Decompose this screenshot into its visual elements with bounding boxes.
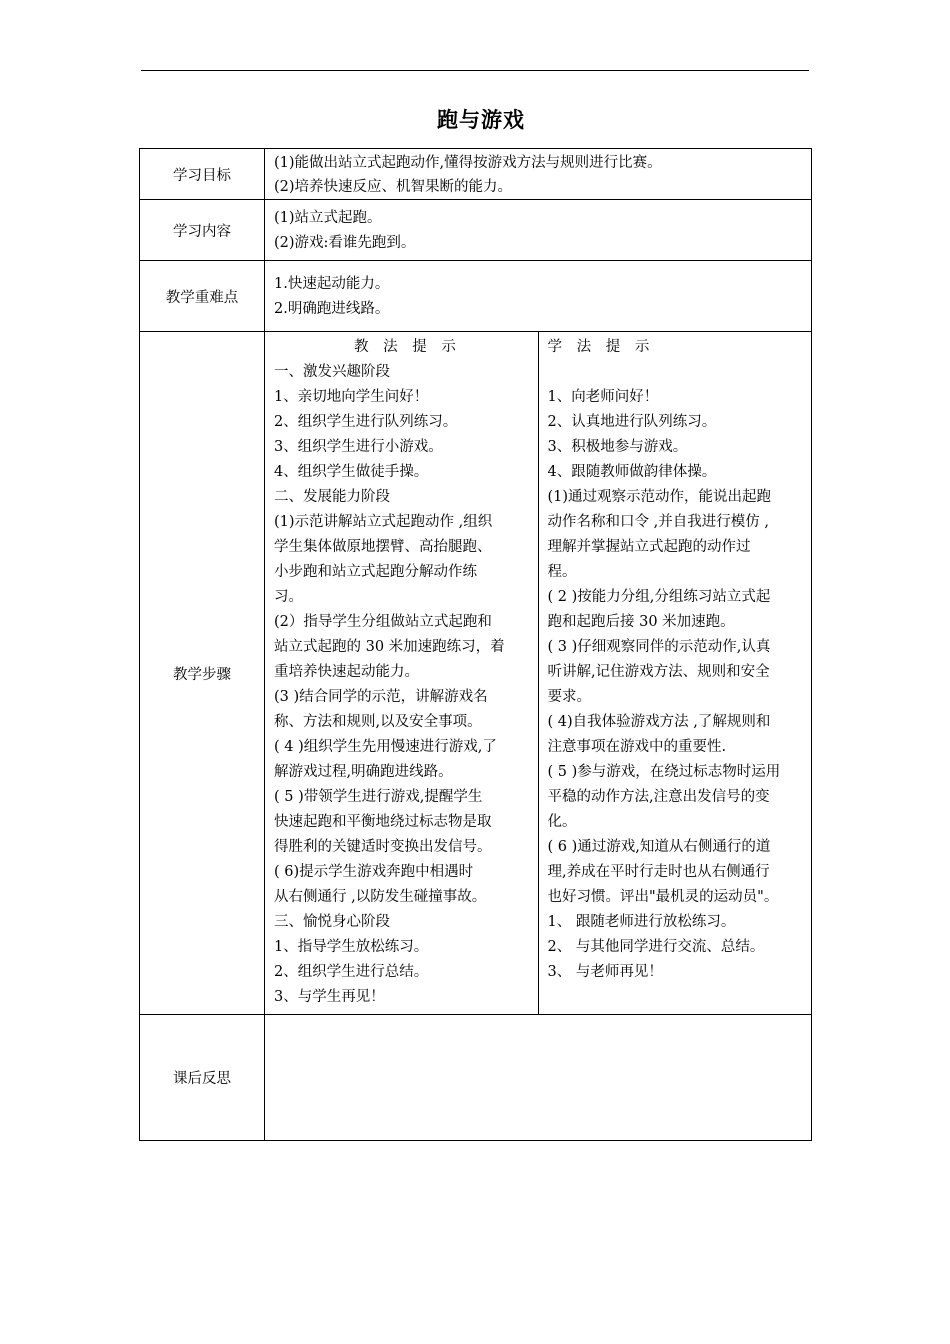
content-text bbox=[265, 200, 811, 260]
teach-line: 站立式起跑的 30 米加速跑练习，着 bbox=[274, 639, 505, 655]
learn-line: 1、 跟随老师进行放松练习。 bbox=[547, 914, 736, 930]
teach-line: 3、与学生再见！ bbox=[274, 989, 385, 1005]
learn-line: ( 3 )仔细观察同伴的示范动作,认真 bbox=[547, 639, 771, 655]
teach-line: 快速起跑和平衡地绕过标志物是取 bbox=[274, 814, 492, 830]
teach-line: ( 6)提示学生游戏奔跑中相遇时 bbox=[274, 864, 474, 880]
teach-line: 称、方法和规则,以及安全事项。 bbox=[274, 714, 482, 730]
learn-lines bbox=[548, 360, 813, 985]
learn-line: (1)通过观察示范动作，能说出起跑 bbox=[547, 489, 772, 505]
teach-line: 重培养快速起动能力。 bbox=[274, 664, 419, 680]
row-goals bbox=[140, 149, 812, 200]
learn-line: 注意事项在游戏中的重要性. bbox=[547, 739, 727, 755]
learn-line: 1、向老师问好！ bbox=[547, 389, 659, 405]
teach-line: 2、组织学生进行队列练习。 bbox=[274, 414, 458, 430]
learn-line: 3、积极地参与游戏。 bbox=[547, 439, 688, 455]
row-reflection bbox=[140, 1015, 812, 1141]
teach-column bbox=[265, 332, 538, 1014]
learn-line: 动作名称和口令 ,并自我进行模仿 , bbox=[547, 514, 769, 530]
teach-line: ( 5 )带领学生进行游戏,提醒学生 bbox=[274, 789, 483, 805]
label-goals: 学习目标 bbox=[140, 149, 265, 200]
row-steps bbox=[140, 332, 812, 1015]
page-title: 跑与游戏 bbox=[437, 108, 525, 132]
steps-inner-table bbox=[265, 332, 812, 1014]
teach-lines bbox=[274, 360, 538, 1010]
reflection-blank bbox=[265, 1015, 812, 1141]
learn-line: 2、 与其他同学进行交流、总结。 bbox=[547, 939, 765, 955]
content-line: (2)游戏:看谁先跑到。 bbox=[274, 235, 416, 251]
lesson-plan-table bbox=[139, 148, 812, 1141]
teach-line: (3 )结合同学的示范，讲解游戏名 bbox=[274, 689, 488, 705]
teach-line: 4、组织学生做徒手操。 bbox=[274, 464, 429, 480]
label-reflection: 课后反思 bbox=[140, 1015, 265, 1141]
teach-line: 习。 bbox=[274, 589, 303, 605]
learn-heading: 学 法 提 示 bbox=[547, 339, 655, 355]
goal-line: (2)培养快速反应、机智果断的能力。 bbox=[274, 179, 513, 195]
teach-line: 1、亲切地向学生问好！ bbox=[274, 389, 429, 405]
learn-line: 理解并掌握站立式起跑的动作过 bbox=[547, 539, 751, 555]
teach-heading: 教 法 提 示 bbox=[354, 339, 461, 355]
label-key-points: 教学重难点 bbox=[140, 261, 265, 332]
learn-line: 要求。 bbox=[547, 689, 591, 705]
learn-line: ( 6 )通过游戏,知道从右侧通行的道 bbox=[547, 839, 771, 855]
learn-line: 理,养成在平时行走时也从右侧通行 bbox=[547, 864, 770, 880]
teach-line: 学生集体做原地摆臂、高抬腿跑、 bbox=[274, 539, 492, 555]
learn-line: 3、 与老师再见！ bbox=[547, 964, 663, 980]
teach-line: 解游戏过程,明确跑进线路。 bbox=[274, 764, 453, 780]
teach-line: 1、指导学生放松练习。 bbox=[274, 939, 429, 955]
row-key-points bbox=[140, 261, 812, 332]
learn-line: 听讲解,记住游戏方法、规则和安全 bbox=[547, 664, 770, 680]
teach-line: 2、组织学生进行总结。 bbox=[274, 964, 429, 980]
teach-line: 得胜利的关键适时变换出发信号。 bbox=[274, 839, 492, 855]
key-point-line: 1.快速起动能力。 bbox=[274, 276, 390, 292]
learn-line: 也好习惯。评出"最机灵的运动员"。 bbox=[547, 889, 779, 905]
learn-column bbox=[539, 332, 813, 989]
learn-line: 跑和起跑后接 30 米加速跑。 bbox=[547, 614, 735, 630]
teach-line: 小步跑和站立式起跑分解动作练 bbox=[274, 564, 477, 580]
learn-line bbox=[548, 360, 813, 385]
goal-line: (1)能做出站立式起跑动作,懂得按游戏方法与规则进行比赛。 bbox=[274, 155, 662, 171]
learn-line: 4、跟随教师做韵律体操。 bbox=[547, 464, 717, 480]
teach-line: (1)示范讲解站立式起跑动作 ,组织 bbox=[274, 514, 493, 530]
teach-line: 二、发展能力阶段 bbox=[274, 489, 390, 505]
content-line: (1)站立式起跑。 bbox=[274, 210, 382, 226]
learn-line: 程。 bbox=[547, 564, 577, 580]
teach-line: 一、激发兴趣阶段 bbox=[274, 364, 390, 380]
teach-line: 从右侧通行 ,以防发生碰撞事故。 bbox=[274, 889, 487, 905]
key-point-line: 2.明确跑进线路。 bbox=[274, 301, 390, 317]
learn-line: 化。 bbox=[547, 814, 577, 830]
learn-line: ( 5 )参与游戏，在绕过标志物时运用 bbox=[547, 764, 781, 780]
label-content: 学习内容 bbox=[140, 200, 265, 261]
teach-line: 三、愉悦身心阶段 bbox=[274, 914, 390, 930]
teach-line: ( 4 )组织学生先用慢速进行游戏,了 bbox=[274, 739, 497, 755]
key-points-text bbox=[265, 261, 811, 326]
teach-line: 3、组织学生进行小游戏。 bbox=[274, 439, 443, 455]
teach-line: (2）指导学生分组做站立式起跑和 bbox=[274, 614, 492, 630]
row-content bbox=[140, 200, 812, 261]
goals-text bbox=[265, 149, 811, 199]
learn-line: ( 4)自我体验游戏方法 ,了解规则和 bbox=[547, 714, 771, 730]
learn-line: 2、认真地进行队列练习。 bbox=[547, 414, 717, 430]
learn-line: 平稳的动作方法,注意出发信号的变 bbox=[547, 789, 770, 805]
label-steps: 教学步骤 bbox=[140, 332, 265, 1015]
learn-line: ( 2 )按能力分组,分组练习站立式起 bbox=[547, 589, 771, 605]
top-rule bbox=[141, 70, 809, 71]
